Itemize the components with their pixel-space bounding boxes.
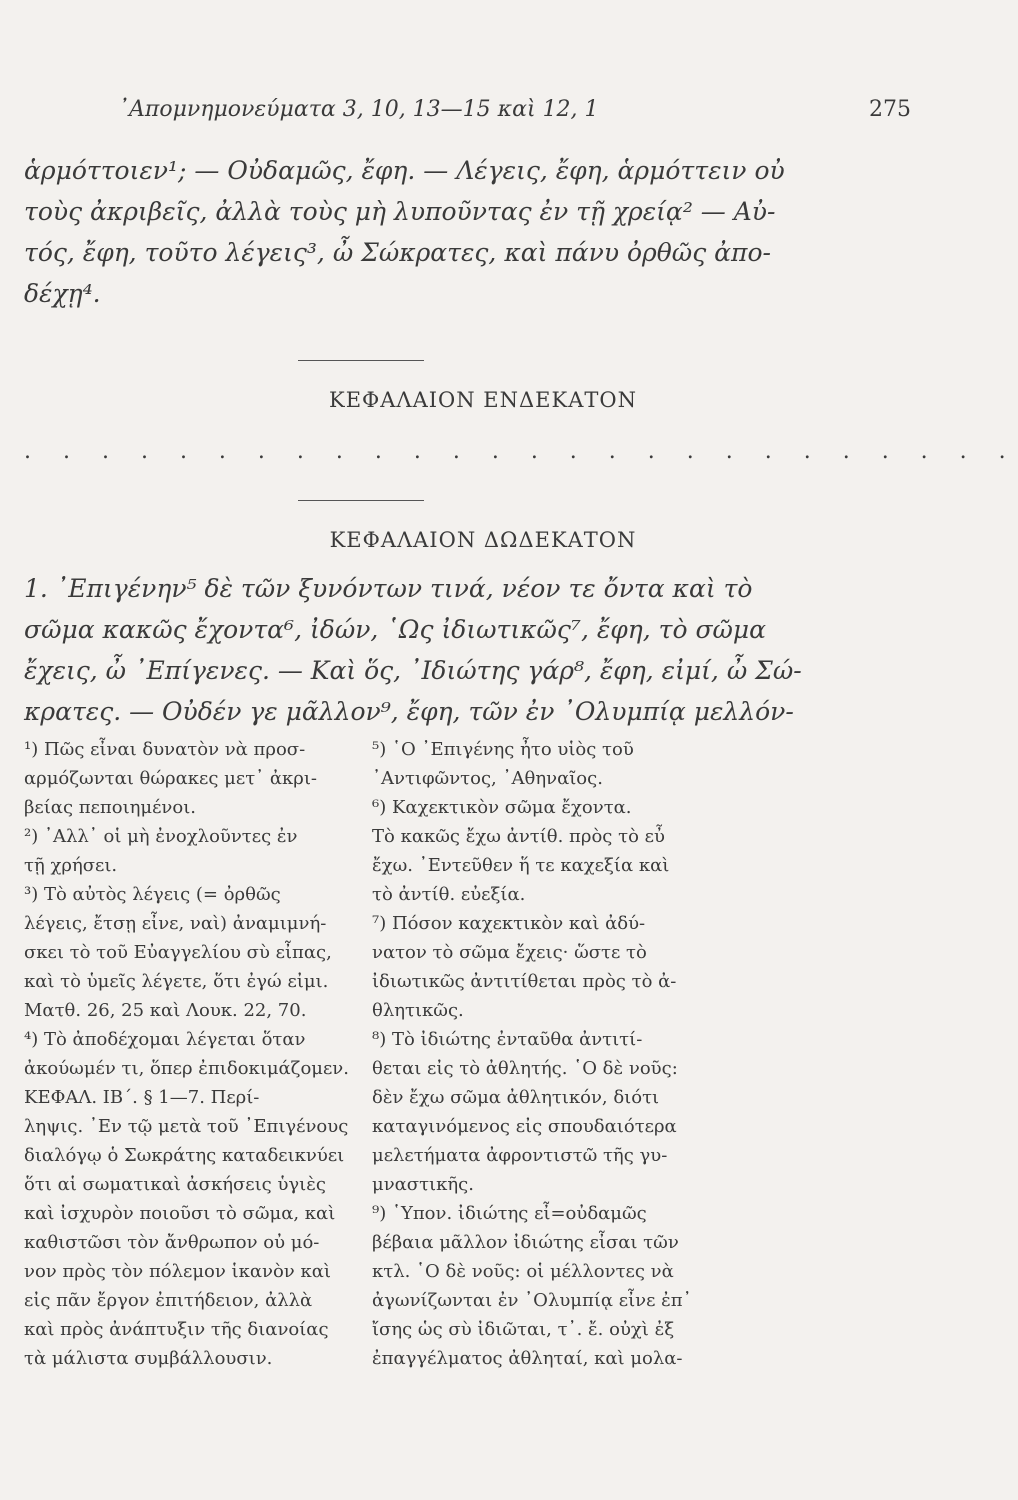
- running-title: ᾿Απομνημονεύματα 3, 10, 13—15 καὶ 12, 1: [118, 97, 599, 122]
- footnote-line: ²) ᾿Αλλ᾿ οἱ μὴ ἐνοχλοῦντες ἐν: [24, 826, 298, 847]
- running-header: [118, 97, 940, 137]
- text-line: κρατες. — Οὐδέν γε μᾶλλον⁹, ἔφη, τῶν ἐν ᾿Ολυμπίᾳ μελλόν-: [24, 697, 794, 726]
- footnote-line: ὅτι αἱ σωματικαὶ ἀσκήσεις ὑγιὲς: [24, 1174, 326, 1195]
- footnote-line: ἰδιωτικῶς ἀντιτίθεται πρὸς τὸ ἀ-: [372, 971, 677, 992]
- footnote-line: διαλόγῳ ὁ Σωκράτης καταδεικνύει: [24, 1145, 345, 1166]
- footnote-line: ἔχω. ᾿Εντεῦθεν ἥ τε καχεξία καὶ: [372, 855, 670, 876]
- footnote-line: θεται εἰς τὸ ἀθλητής. ῾Ο δὲ νοῦς:: [372, 1058, 678, 1079]
- footnotes-left-column: [24, 735, 362, 1373]
- footnote-line: τὰ μάλιστα συμβάλλουσιν.: [24, 1348, 273, 1369]
- footnote-line: λέγεις, ἔτσῃ εἶνε, ναὶ) ἀναμιμνή-: [24, 913, 327, 934]
- text-line: 1. ᾿Επιγένην⁵ δὲ τῶν ξυνόντων τινά, νέον τε ὄντα καὶ τὸ: [24, 574, 753, 603]
- footnote-line: ⁶) Καχεκτικὸν σῶμα ἔχοντα.: [372, 797, 632, 818]
- text-line: τοὺς ἀκριβεῖς, ἀλλὰ τοὺς μὴ λυποῦντας ἐν τῇ χρείᾳ² — Αὐ-: [24, 197, 776, 226]
- footnote-line: ἐπαγγέλματος ἀθληταί, καὶ μολα-: [372, 1348, 683, 1369]
- footnote-line: σκει τὸ τοῦ Εὐαγγελίου σὺ εἶπας,: [24, 942, 332, 963]
- footnotes-right-column: [372, 735, 710, 1373]
- footnote-line: Ματθ. 26, 25 καὶ Λουκ. 22, 70.: [24, 1000, 307, 1021]
- footnote-line: ⁴) Τὸ ἀποδέχομαι λέγεται ὅταν: [24, 1029, 306, 1050]
- footnote-line: θλητικῶς.: [372, 1000, 464, 1021]
- footnote-line: ¹) Πῶς εἶναι δυνατὸν νὰ προσ-: [24, 739, 306, 760]
- footnote-line: ³) Τὸ αὐτὸς λέγεις (= ὀρθῶς: [24, 884, 281, 905]
- footnote-line: αρμόζωνται θώρακες μετ᾿ ἀκρι-: [24, 768, 318, 789]
- page-number: 275: [869, 97, 911, 122]
- footnote-line: εἰς πᾶν ἔργον ἐπιτήδειον, ἀλλὰ: [24, 1290, 313, 1311]
- footnote-line: μελετήματα ἀφροντιστῶ τῆς γυ-: [372, 1145, 668, 1166]
- footnote-line: ⁹) ῾Υπον. ἰδιώτης εἶ=οὐδαμῶς: [372, 1203, 647, 1224]
- footnote-line: βείας πεποιημένοι.: [24, 797, 196, 818]
- chapter-11-closing-text: [24, 150, 785, 314]
- section-rule: [298, 500, 424, 501]
- footnote-line: ἀκούωμέν τι, ὅπερ ἐπιδοκιμάζομεν.: [24, 1058, 349, 1079]
- chapter-12-text: [24, 568, 802, 732]
- text-line: ἁρμόττοιεν¹; — Οὐδαμῶς, ἔφη. — Λέγεις, ἔφη, ἁρμόττειν οὐ: [24, 156, 785, 185]
- footnote-line: ληψις. ᾿Εν τῷ μετὰ τοῦ ᾿Επιγένους: [24, 1116, 349, 1137]
- footnote-line: καὶ τὸ ὑμεῖς λέγετε, ὅτι ἐγώ εἰμι.: [24, 971, 329, 992]
- footnote-line: τὸ ἀντίθ. εὐεξία.: [372, 884, 526, 905]
- footnote-line: βέβαια μᾶλλον ἰδιώτης εἶσαι τῶν: [372, 1232, 679, 1253]
- text-line: σῶμα κακῶς ἔχοντα⁶, ἰδών, ῾Ως ἰδιωτικῶς⁷, ἔφη, τὸ σῶμα: [24, 615, 767, 644]
- footnote-line: νον πρὸς τὸν πόλεμον ἱκανὸν καὶ: [24, 1261, 331, 1282]
- text-line: δέχῃ⁴.: [24, 279, 101, 308]
- footnote-line: δὲν ἔχω σῶμα ἀθλητικόν, διότι: [372, 1087, 660, 1108]
- footnote-line: ᾿Αντιφῶντος, ᾿Αθηναῖος.: [372, 768, 603, 789]
- footnote-line: ἴσης ὡς σὺ ἰδιῶται, τ᾿. ἔ. οὐχὶ ἐξ: [372, 1319, 675, 1340]
- footnote-line: ἀγωνίζωνται ἐν ᾿Ολυμπίᾳ εἶνε ἐπ᾿: [372, 1290, 692, 1311]
- chapter-heading-11: ΚΕΦΑΛΑΙΟΝ ΕΝΔΕΚΑΤΟΝ: [329, 388, 637, 412]
- ellipsis-dots: . . . . . . . . . . . . . . . . . . . . . . . . . .: [24, 439, 1018, 464]
- footnote-line: ⁵) ῾Ο ᾿Επιγένης ἦτο υἱὸς τοῦ: [372, 739, 634, 760]
- footnote-line: καὶ ἰσχυρὸν ποιοῦσι τὸ σῶμα, καὶ: [24, 1203, 336, 1224]
- footnote-line: ΚΕΦΑΛ. ΙΒ΄. § 1—7. Περί-: [24, 1087, 260, 1108]
- text-line: ἔχεις, ὦ ᾿Επίγενες. — Καὶ ὅς, ᾿Ιδιώτης γάρ⁸, ἔφη, εἰμί, ὦ Σώ-: [24, 656, 802, 685]
- footnote-line: Τὸ κακῶς ἔχω ἀντίθ. πρὸς τὸ εὖ: [372, 826, 665, 847]
- chapter-heading-12: ΚΕΦΑΛΑΙΟΝ ΔΩΔΕΚΑΤΟΝ: [329, 528, 637, 552]
- footnote-line: μναστικῆς.: [372, 1174, 474, 1195]
- footnote-line: ⁷) Πόσον καχεκτικὸν καὶ ἀδύ-: [372, 913, 646, 934]
- section-rule: [298, 360, 424, 361]
- footnote-line: καθιστῶσι τὸν ἄνθρωπον οὐ μό-: [24, 1232, 320, 1253]
- footnote-line: ⁸) Τὸ ἰδιώτης ἐνταῦθα ἀντιτί-: [372, 1029, 643, 1050]
- footnote-line: καὶ πρὸς ἀνάπτυξιν τῆς διανοίας: [24, 1319, 329, 1340]
- footnote-line: κτλ. ῾Ο δὲ νοῦς: οἱ μέλλοντες νὰ: [372, 1261, 674, 1282]
- text-line: τός, ἔφη, τοῦτο λέγεις³, ὦ Σώκρατες, καὶ πάνυ ὀρθῶς ἀπο-: [24, 238, 771, 267]
- footnote-line: καταγινόμενος εἰς σπουδαιότερα: [372, 1116, 677, 1137]
- footnote-line: τῇ χρήσει.: [24, 855, 118, 876]
- footnote-line: νατον τὸ σῶμα ἔχεις· ὥστε τὸ: [372, 942, 647, 963]
